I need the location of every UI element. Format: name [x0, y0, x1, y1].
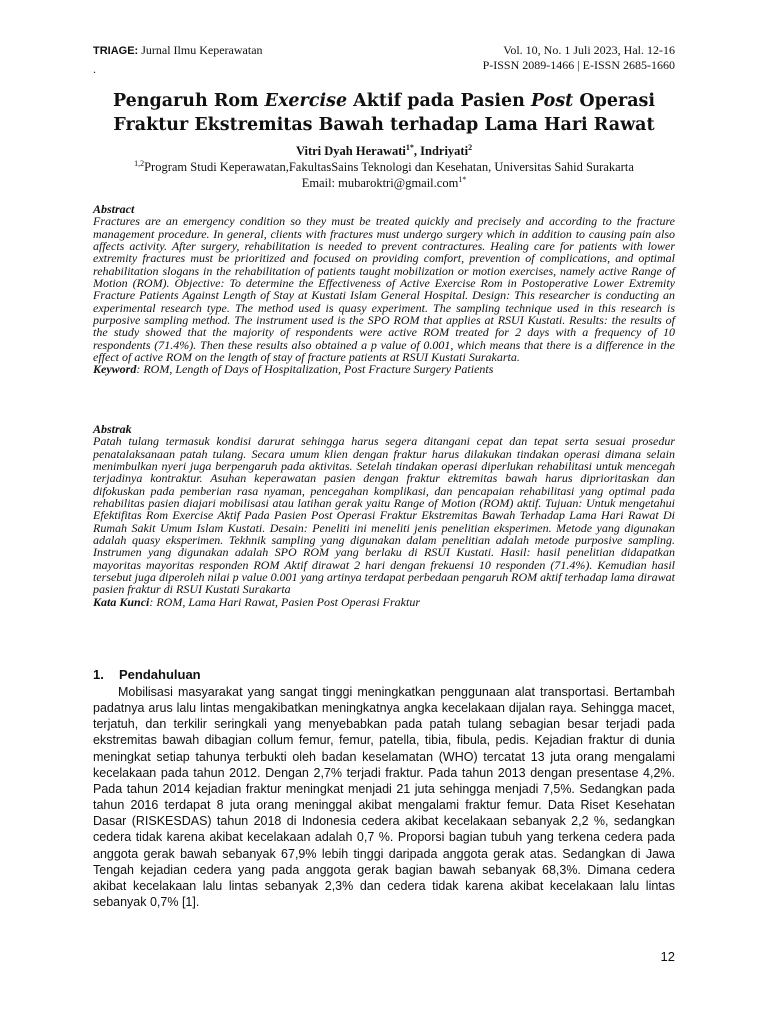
title-text: Aktif pada Pasien [347, 91, 531, 111]
kata-kunci-line [93, 596, 675, 608]
keyword-line [93, 363, 675, 375]
keyword-label: Keyword [93, 362, 137, 377]
volume-info: Vol. 10, No. 1 Juli 2023, Hal. 12-16 [503, 43, 675, 57]
journal-name [93, 43, 263, 59]
journal-tag: TRIAGE: [93, 45, 139, 57]
email-superscript: 1* [458, 174, 467, 184]
title-line-2: Fraktur Ekstremitas Bawah terhadap Lama Hari Rawat [113, 115, 655, 135]
issue-info [483, 43, 675, 73]
author-names [93, 143, 675, 159]
affiliation-text: Program Studi Keperawatan,FakultasSains Teknologi dan Kesehatan, Universitas Sahid Surakarta [144, 160, 634, 174]
author-superscript: 1* [405, 142, 414, 152]
abstrak-body: Patah tulang termasuk kondisi darurat sehingga harus segera ditangani cepat dan tepat serta sesuai prosedur penatalaksanaan patah tulang. Secara umum klien dengan fraktur harus dilakukan tindakan operasi dimana selain menimbulkan nyeri juga berpengaruh pada aktivitas. Setelah tindakan operasi diperlukan rehabilitasi untuk mencegah terjadinya kontraktur. Asuhan keperawatan pasien dengan fraktur ektremitas bawah harus diprioritaskan dan difokuskan pada pemberian rasa nyaman, pencegahan komplikasi, dan pencapaian rehabilitasi yang optimal pada rehabilitas pasien diajari mobilisasi atau latihan gerak yaitu Range of Motion (ROM) aktif. Tujuan: Untuk mengetahui Efektifitas Rom Exercise Aktif Pada Pasien Post Operasi Fraktur Ekstremitas Bawah Terhadap Lama Hari Rawat Di Rumah Sakit Umum Islam Kustati. Desain: Peneliti ini meneliti jenis penelitian eksperimen. Metode yang digunakan adalah quasy eksperimen. Tekhnik sampling yang digunakan dalam penelitian adalah metode purposive sampling. Instrumen yang digunakan adalah SPO ROM yang berlaku di RSUI Kustati. Hasil: hasil penelitian didapatkan mayoritas mayoritas responden ROM Aktif dirawat 2 hari dengan frekuensi 10 responden (71.4%). Kemudian hasil tersebut juga diperoleh nilai p value 0.001 yang artinya terdapat perbedaan pengaruh ROM aktif terhadap lama dirawat pasien fraktur di RSUI Kustati Surakarta [93, 434, 675, 597]
author-name: Vitri Dyah Herawati [295, 144, 406, 158]
email-line [93, 175, 675, 191]
page-number: 12 [660, 949, 675, 964]
journal-title: Jurnal Ilmu Keperawatan [138, 43, 263, 57]
paper-title [93, 89, 675, 137]
intro-paragraph: Mobilisasi masyarakat yang sangat tinggi meningkatkan penggunaan alat transportasi. Bertambah padatnya arus lalu lintas mengakibatkan meningkatnya angka kecelakaan dijalan raya. Sehingga macet, terjatuh, dan terkilir seringkali yang menyebabkan pada patah tulang sebagian besar terjadi pada ekstremitas bawah dibagian collum femur, femur, patella, tibia, fibula, pedis. Kejadian fraktur di dunia meningkat setiap tahunya terbukti oleh badan keselamatan (WHO) tercatat 13 juta orang mengalami kecelakaan pada tahun 2012. Dengan 2,7% terjadi fraktur. Pada tahun 2013 dengan presentase 4,2%. Pada tahun 2014 kejadian fraktur meningkat menjadi 21 juta sehingga menjadi 7,5%. Sedangkan pada tahun 2016 terdapat 8 juta orang meninggal akibat mengalami fraktur femur. Data Riset Kesehatan Dasar (RISKESDAS) tahun 2018 di Indonesia cedera akibat kecelakaan sebanyak 2,2 %, sedangkan cedera tidak karena akibat kecelakaan adalah 0,7 %. Proporsi bagian tubuh yang terkena cedera pada anggota gerak bawah sebanyak 67,9% lebih tinggi daripada anggota gerak atas. Sedangkan di Jawa Tengah kejadian cedera yang pada anggota gerak bagian bawah sebanyak 68,3%. Dimana cedera akibat kecelakaan lalu lintas sebanyak 2,3% dan cedera tidak karena akibat kecelakaan lalu lintas sebanyak 0,7% [1]. [93, 685, 675, 910]
author-block [93, 143, 675, 191]
abstract-indonesian [93, 423, 675, 608]
abstract-body: Fractures are an emergency condition so they must be treated quickly and precisely and according to the fracture management procedure. In general, clients with fractures must undergo surgery which in addition to causing pain also affects activity. After surgery, rehabilitation is needed to prevent contractures. Healing care for patients with lower extremity fractures must be prioritized and focused on providing comfort, prevention of complications, and optimal rehabilitation slogans in the rehabilitation of patients taught mobilization or motion exercises, namely active Range of Motion (ROM). Objective: To determine the Effectiveness of Active Exercise Rom in Postoperative Lower Extremity Fracture Patients Against Length of Stay at Kustati Islam General Hospital. Design: This researcher is conducting an experimental research type. The method used is quasy experiment. The sampling technique used in this research is purposive sampling method. The instrument used is the SPO ROM that applies at RSUI Kustati. Results: the results of the study showed that the majority of respondents were active ROM treated for 2 days with a frequency of 10 respondents (71.4%). Then these results also obtained a p value of 0.001, which means that there is a difference in the effect of active ROM on the length of stay of fracture patients at RSUI Kustati Surakarta. [93, 214, 675, 365]
section-heading [93, 666, 201, 683]
kata-kunci-values: : ROM, Lama Hari Rawat, Pasien Post Operasi Fraktur [149, 594, 421, 609]
affiliation [93, 159, 675, 175]
abstract-heading: Abstract [93, 202, 135, 216]
title-text: Operasi [573, 91, 656, 111]
abstrak-heading: Abstrak [93, 422, 132, 436]
section-title-text: Pendahuluan [119, 667, 201, 682]
affiliation-superscript: 1,2 [134, 158, 145, 168]
title-italic-word: Exercise [264, 91, 348, 111]
issn-info: P-ISSN 2089-1466 | E-ISSN 2685-1660 [482, 58, 675, 72]
keyword-values: : ROM, Length of Days of Hospitalization, Post Fracture Surgery Patients [136, 362, 494, 377]
kata-kunci-label: Kata Kunci [93, 594, 150, 609]
title-text: Pengaruh Rom [112, 91, 265, 111]
email-text: Email: mubaroktri@gmail.com [301, 176, 459, 190]
author-name: , Indriyati [413, 144, 469, 158]
section-number: 1. [93, 667, 104, 682]
abstract-english [93, 203, 675, 376]
author-superscript: 2 [468, 142, 473, 152]
title-line-1 [93, 89, 675, 113]
title-italic-word: Post [530, 91, 574, 111]
header-dot: . [93, 62, 96, 76]
